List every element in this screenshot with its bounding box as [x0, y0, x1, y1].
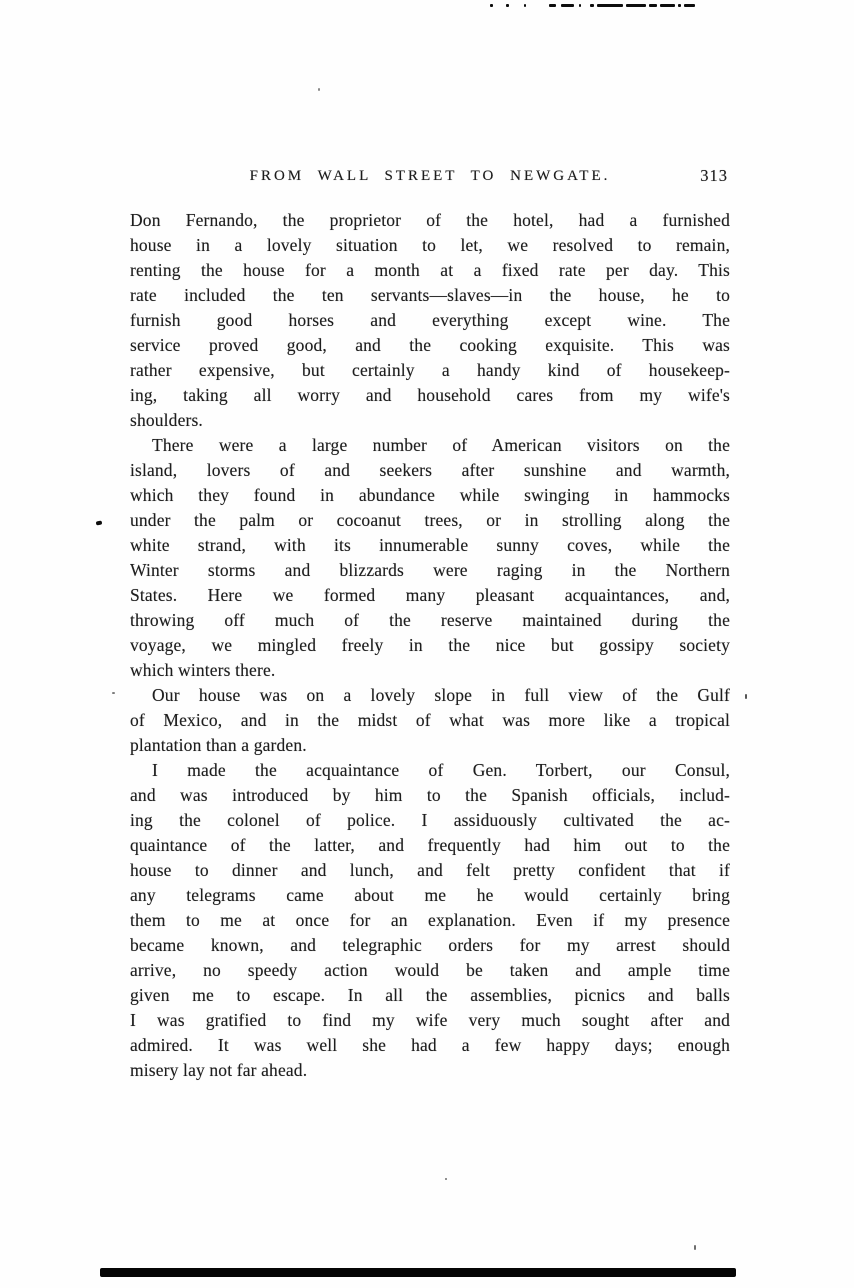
scan-artifact-top-dash [590, 4, 594, 7]
page-number: 313 [700, 166, 728, 185]
scan-artifact-top-dash [649, 4, 657, 7]
text-line: quaintance of the latter, and frequently had him out to the [130, 835, 730, 855]
text-line: plantation than a garden. [130, 735, 307, 755]
text-line: I made the acquaintance of Gen. Torbert, our Consul, [152, 760, 730, 780]
paragraph [130, 433, 730, 683]
text-line: Don Fernando, the proprietor of the hotel, had a furnished [130, 210, 730, 230]
text-line: renting the house for a month at a fixed rate per day. This [130, 260, 730, 280]
scan-artifact-speck [112, 692, 115, 694]
scan-artifact-speck [318, 88, 320, 91]
scan-artifact-bottom-bar [100, 1268, 736, 1277]
text-line: house to dinner and lunch, and felt pretty confident that if [130, 860, 730, 880]
text-line: There were a large number of American visitors on the [152, 435, 730, 455]
text-line: given me to escape. In all the assemblies, picnics and balls [130, 985, 730, 1005]
scan-artifact-speck [445, 1178, 447, 1180]
text-line: ing, taking all worry and household cares from my wife's [130, 385, 730, 405]
scan-artifact-top-dash [684, 4, 695, 7]
text-line: Our house was on a lovely slope in full view of the Gulf [152, 685, 730, 705]
scan-artifact-top-dash [597, 4, 623, 7]
page-text [130, 208, 730, 1083]
scan-artifact-top-dash [678, 4, 681, 7]
text-line: house in a lovely situation to let, we resolved to remain, [130, 235, 730, 255]
scan-artifact-speck [694, 1245, 696, 1250]
text-line: ing the colonel of police. I assiduously cultivated the ac- [130, 810, 730, 830]
scan-artifact-top-dash [579, 4, 581, 7]
text-line: became known, and telegraphic orders for my arrest should [130, 935, 730, 955]
text-line: States. Here we formed many pleasant acquaintances, and, [130, 585, 730, 605]
text-line: which they found in abundance while swinging in hammocks [130, 485, 730, 505]
running-header-title: FROM WALL STREET TO NEWGATE. [249, 168, 611, 184]
paragraph [130, 208, 730, 433]
text-line: throwing off much of the reserve maintained during the [130, 610, 730, 630]
text-line: I was gratified to find my wife very much sought after and [130, 1010, 730, 1030]
scan-artifact-top-dash [660, 4, 675, 7]
paragraph [130, 758, 730, 1083]
scan-artifact-speck [745, 694, 747, 699]
text-line: Winter storms and blizzards were raging in the Northern [130, 560, 730, 580]
text-line: of Mexico, and in the midst of what was more like a tropical [130, 710, 730, 730]
text-line: furnish good horses and everything except wine. The [130, 310, 730, 330]
text-line: admired. It was well she had a few happy days; enough [130, 1035, 730, 1055]
scan-artifact-top-dash [490, 4, 493, 7]
scan-artifact-top-dash [561, 4, 574, 7]
scan-artifact-top-dash [506, 4, 509, 7]
text-line: shoulders. [130, 410, 203, 430]
text-line: voyage, we mingled freely in the nice but gossipy society [130, 635, 730, 655]
running-header-row [130, 168, 730, 188]
text-line: them to me at once for an explanation. Even if my presence [130, 910, 730, 930]
text-line: white strand, with its innumerable sunny coves, while the [130, 535, 730, 555]
scan-artifact-top-dash [626, 4, 646, 7]
text-line: service proved good, and the cooking exquisite. This was [130, 335, 730, 355]
text-line: misery lay not far ahead. [130, 1060, 308, 1080]
text-line: island, lovers of and seekers after sunshine and warmth, [130, 460, 730, 480]
paragraph [130, 683, 730, 758]
text-line: which winters there. [130, 660, 276, 680]
text-line: rate included the ten servants—slaves—in the house, he to [130, 285, 730, 305]
text-line: and was introduced by him to the Spanish officials, includ- [130, 785, 730, 805]
text-line: arrive, no speedy action would be taken and ample time [130, 960, 730, 980]
text-line: any telegrams came about me he would certainly bring [130, 885, 730, 905]
scan-artifact-margin-mark [96, 520, 103, 525]
scan-artifact-top-dash [549, 4, 556, 7]
scan-artifact-top-dash [524, 4, 526, 7]
text-line: under the palm or cocoanut trees, or in strolling along the [130, 510, 730, 530]
text-line: rather expensive, but certainly a handy kind of housekeep- [130, 360, 730, 380]
